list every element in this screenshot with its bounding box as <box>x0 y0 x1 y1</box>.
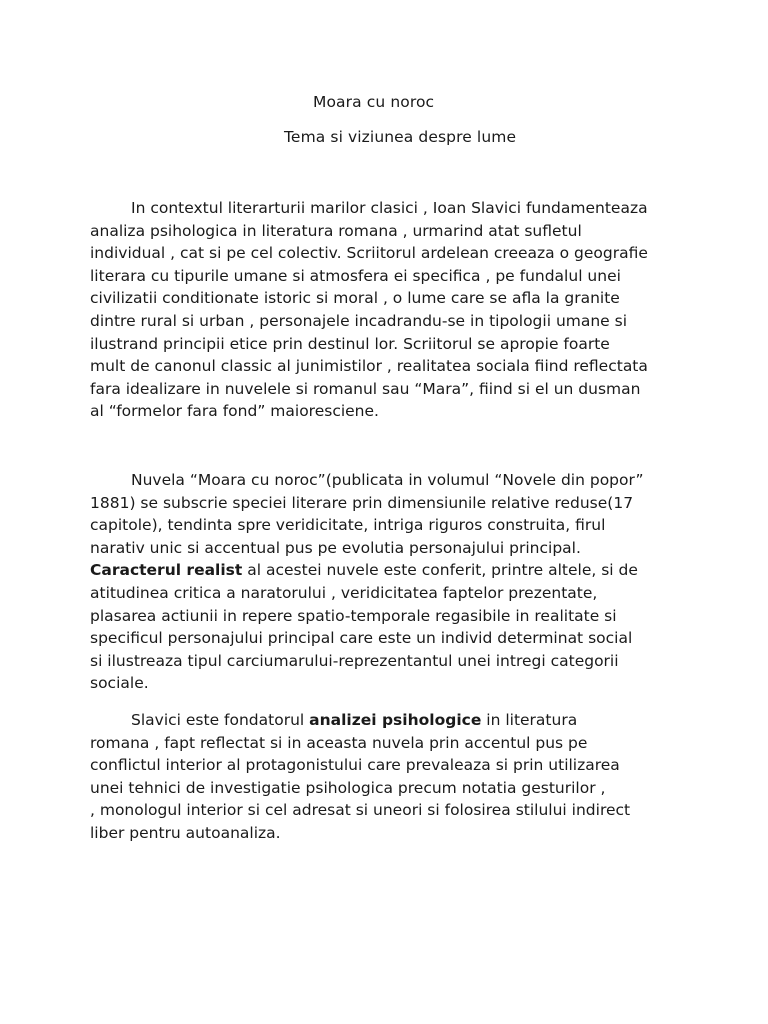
paragraph-1-line: individual , cat si pe cel colectiv. Scriitorul ardelean creeaza o geografie <box>90 244 648 263</box>
paragraph-1-line: civilizatii conditionate istoric si moral , o lume care se afla la granite <box>90 289 620 308</box>
paragraph-1-line: literara cu tipurile umane si atmosfera ei specifica , pe fundalul unei <box>90 266 621 285</box>
paragraph-2-line: 1881) se subscrie speciei literare prin dimensiunile relative reduse(17 <box>90 493 634 512</box>
paragraph-1-line: analiza psihologica in literatura romana , urmarind atat sufletul <box>90 221 582 240</box>
paragraph-1-line: fara idealizare in nuvelele si romanul sau “Mara”, fiind si el un dusman <box>90 379 641 398</box>
paragraph-2-line: Nuvela “Moara cu noroc”(publicata in volumul “Novele din popor” <box>131 471 644 489</box>
paragraph-3-line: liber pentru autoanaliza. <box>90 823 281 842</box>
paragraph-1-line: In contextul literarturii marilor clasici , Ioan Slavici fundamenteaza <box>131 199 648 217</box>
bold-term-caracterul-realist: Caracterul realist <box>90 561 243 580</box>
paragraph-3-line: romana , fapt reflectat si in aceasta nuvela prin accentul pus pe <box>90 733 588 752</box>
paragraph-2-line: si ilustreaza tipul carciumarului-reprezentantul unei intregi categorii <box>90 651 619 670</box>
paragraph-3-line: unei tehnici de investigatie psihologica precum notatia gesturilor , <box>90 778 606 797</box>
document-title: Moara cu noroc <box>313 93 435 111</box>
paragraph-2 <box>90 469 690 695</box>
paragraph-1-line: dintre rural si urban , personajele incadrandu-se in tipologii umane si <box>90 311 628 330</box>
paragraph-1 <box>90 197 690 423</box>
paragraph-3-line: , monologul interior si cel adresat si uneori si folosirea stilului indirect <box>90 801 631 820</box>
paragraph-1-line: mult de canonul classic al junimistilor , realitatea sociala fiind reflectata <box>90 357 648 376</box>
paragraph-2-line: capitole), tendinta spre veridicitate, intriga riguros construita, firul <box>90 516 606 535</box>
paragraph-1-line: ilustrand principii etice prin destinul lor. Scriitorul se apropie foarte <box>90 334 610 353</box>
paragraph-2-line: plasarea actiunii in repere spatio-temporale regasibile in realitate si <box>90 606 617 625</box>
paragraph-3 <box>90 709 690 845</box>
paragraph-2-line: atitudinea critica a naratorului , veridicitatea faptelor prezentate, <box>90 583 598 602</box>
paragraph-3-line: Slavici este fondatorul analizei psihologice in literatura <box>131 711 578 729</box>
paragraph-2-line: sociale. <box>90 674 149 693</box>
bold-term-analizei-psihologice: analizei psihologice <box>309 711 482 729</box>
paragraph-1-line: al “formelor fara fond” maiorescienе. <box>90 402 379 421</box>
paragraph-2-line: specificul personajului principal care este un individ determinat social <box>90 629 633 648</box>
paragraph-3-line: conflictul interior al protagonistului care prevaleaza si prin utilizarea <box>90 756 620 775</box>
paragraph-2-line: narativ unic si accentual pus pe evolutia personajului principal. <box>90 538 581 557</box>
document-subtitle: Tema si viziunea despre lume <box>284 128 517 146</box>
paragraph-2-line: Caracterul realist al acestei nuvele este conferit, printre altele, si de <box>90 561 638 580</box>
